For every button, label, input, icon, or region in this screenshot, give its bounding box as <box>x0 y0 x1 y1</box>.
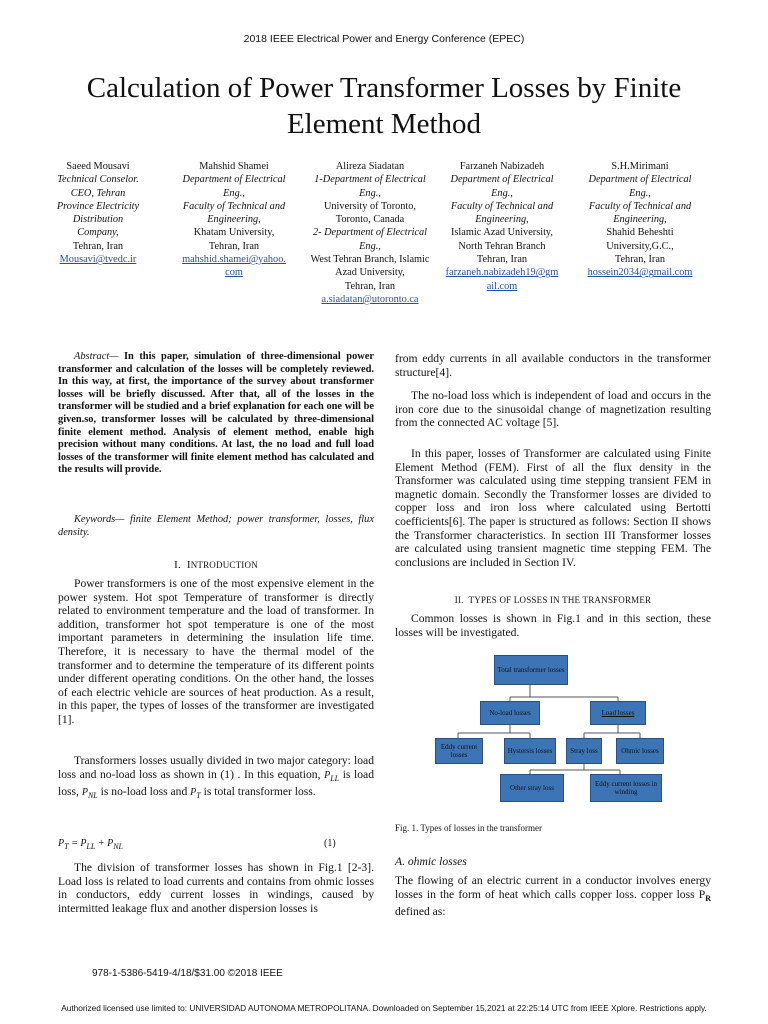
intro-paragraph-2: Transformers losses usually divided in two major category: load loss and no-load loss as shown in (1) . In this equation, $P_{LL}$ is load loss, $P_{NL}$ is no-load loss and $P_T$ is total transformer loss. <box>58 754 374 801</box>
author-name: Alireza Siadatan <box>335 161 405 172</box>
author-affiliation-line: Azad University, <box>335 267 405 279</box>
authorized-use-notice: Authorized licensed use limited to: UNIVERSIDAD AUTONOMA METROPOLITANA. Downloaded on September 15,2021 at 22:25:14 UTC from IEEE Xplore. Restrictions apply. <box>61 1003 707 1013</box>
abstract-label: Abstract— <box>74 351 119 362</box>
author-affiliation-line: Eng., <box>359 240 381 252</box>
right-paragraph-3: In this paper, losses of Transformer are calculated using Finite Element Method (FEM). First of all the flux density in the Transformer was calculated using time stepping transient FEM in magnetic domain. Secondly the Transformer losses are divided to copper loss and iron loss where calculated using Bertotti coefficients[6]. The paper is structured as follows: Section II shows the Transformer characteristics. In section III Transformer losses are calculated using transient magnetic time stepping FEM. The conclusions are included in Section IV. <box>395 447 711 569</box>
author-affiliation-line: North Tehran Branch <box>458 240 546 252</box>
author-email[interactable]: ail.com <box>486 280 518 292</box>
box-stray-loss: Stray loss <box>566 738 602 764</box>
author-email[interactable]: farzaneh.nabizadeh19@gm <box>445 267 559 279</box>
box-noload-losses: No-load losses <box>480 701 540 725</box>
box-eddy-winding-losses: Eddy current losses in winding <box>590 774 662 802</box>
loss-types-diagram <box>430 655 680 815</box>
author-4 <box>438 160 566 293</box>
footer-copyright: 978-1-5386-5419-4/18/$31.00 ©2018 IEEE <box>92 968 283 979</box>
title-line-2: Element Method <box>286 108 482 140</box>
author-1 <box>38 160 158 266</box>
symbol-pt: $P_T$ <box>190 787 201 801</box>
author-affiliation-line: Eng., <box>629 187 651 199</box>
author-affiliation-line: Khatam University, <box>193 227 275 239</box>
author-affiliation-line: Tehran, Iran <box>344 280 396 292</box>
author-affiliation-line: Department of Electrical <box>450 174 554 186</box>
abstract <box>58 351 374 477</box>
box-other-stray-loss: Other stray loss <box>500 774 564 802</box>
box-hystersis-losses: Hystersis losses <box>504 738 556 764</box>
author-affiliation-line: Toronto, Canada <box>335 214 405 226</box>
section-2-heading: II. TYPES OF LOSSES IN THE TRANSFORMER <box>454 595 652 605</box>
author-affiliation-line: Tehran, Iran <box>614 254 666 266</box>
author-3 <box>300 160 440 306</box>
author-affiliation-line: Technical Conselor. <box>57 174 139 186</box>
author-affiliation-line: Eng., <box>491 187 513 199</box>
author-affiliation-line: 2- Department of Electrical <box>312 227 428 239</box>
author-name: Mahshid Shamei <box>199 161 269 172</box>
right-paragraph-1: from eddy currents in all available conductors in the transformer structure[4]. <box>395 352 711 379</box>
right-paragraph-2: The no-load loss which is independent of load and occurs in the iron core due to the sinusoidal change of magnetization resulting from the connected AC voltage [5]. <box>395 389 711 430</box>
author-affiliation-line: 1-Department of Electrical <box>314 174 426 186</box>
author-affiliation-line: West Tehran Branch, Islamic <box>310 254 430 266</box>
box-load-losses: Load losses <box>590 701 646 725</box>
author-affiliation-line: Faculty of Technical and <box>588 200 692 212</box>
author-affiliation-line: Faculty of Technical and <box>450 200 554 212</box>
author-name: S.H.Mirimani <box>611 161 669 172</box>
author-affiliation-line: Shahid Beheshti <box>606 227 674 239</box>
abstract-text: In this paper, simulation of three-dimensional power transformer and calculation of the losses will be completely reviewed. In this way, at first, the importance of the survey about transformer losses will be briefly discussed. After that, all of the losses in the transformer will be studied and a brief explanation for each one will be given.so, transformer losses will be calculated by three-dimensional finite element method. Analysis of element method, enable high precision without many conditions. At last, the no load and full load losses of the transformer will finite element method has calculated and the results will provide. <box>58 351 374 476</box>
equation-number: (1) <box>324 838 336 849</box>
author-affiliation-line: Distribution <box>72 214 124 226</box>
author-affiliation-line: Department of Electrical <box>182 174 286 186</box>
author-affiliation-line: Province Electricity <box>56 200 140 212</box>
conference-header: 2018 IEEE Electrical Power and Energy Conference (EPEC) <box>243 33 525 45</box>
author-affiliation-line: Tehran, Iran <box>208 240 260 252</box>
intro-paragraph-3: The division of transformer losses has shown in Fig.1 [2-3]. Load loss is related to load currents and contains from ohmic losses in conductors, eddy current losses in windings, caused by intermitted leakage flux and another dispersion losses is <box>58 861 374 915</box>
author-email[interactable]: hossein2034@gmail.com <box>587 267 693 279</box>
author-name: Farzaneh Nabizadeh <box>459 161 545 172</box>
author-affiliation-line: Tehran, Iran <box>476 254 528 266</box>
author-affiliation-line: Engineering, <box>207 214 261 226</box>
symbol-pnl: $P_{NL}$ <box>81 787 98 801</box>
author-affiliation-line: Islamic Azad University, <box>451 227 553 239</box>
author-affiliation-line: Faculty of Technical and <box>182 200 286 212</box>
author-email[interactable]: Mousavi@tvedc.ir <box>59 254 137 266</box>
section-1-heading: I. INTRODUCTION <box>174 559 258 571</box>
author-2 <box>170 160 298 280</box>
title-line-1: Calculation of Power Transformer Losses by Finite <box>86 72 682 104</box>
box-eddy-current-losses: Eddy current losses <box>435 738 483 764</box>
subsection-a-heading: A. ohmic losses <box>395 855 467 868</box>
author-affiliation-line: Tehran, Iran <box>72 240 124 252</box>
equation-1: $P_T = P_{LL} + P_{NL}$ <box>58 838 123 851</box>
author-affiliation-line: Engineering, <box>475 214 529 226</box>
author-name: Saeed Mousavi <box>66 161 130 172</box>
author-email[interactable]: mahshid.shamei@yahoo. <box>182 254 286 266</box>
keywords: Keywords— finite Element Method; power transformer, losses, flux density. <box>58 514 374 538</box>
box-total-losses: Total transformer losses <box>494 655 568 685</box>
author-affiliation-line: Company, <box>77 227 119 239</box>
author-affiliation-line: Eng., <box>223 187 245 199</box>
subsection-a-paragraph: The flowing of an electric current in a conductor involves energy losses in the form of heat which calls copper loss. copper loss $P_R$ defined as: <box>395 874 711 919</box>
box-ohmic-losses: Ohmic losses <box>616 738 664 764</box>
author-affiliation-line: Engineering, <box>613 214 667 226</box>
author-email[interactable]: com <box>225 267 243 279</box>
paper-title <box>40 70 728 142</box>
author-5 <box>570 160 710 280</box>
author-affiliation-line: University,G.C., <box>606 240 674 252</box>
author-email[interactable]: a.siadatan@utoronto.ca <box>321 293 419 305</box>
author-affiliation-line: Department of Electrical <box>588 174 692 186</box>
author-affiliation-line: CEO, Tehran <box>70 187 126 199</box>
author-affiliation-line: Eng., <box>359 187 381 199</box>
author-affiliation-line: University of Toronto, <box>323 200 417 212</box>
figure-caption: Fig. 1. Types of losses in the transformer <box>395 823 542 833</box>
section-2-paragraph: Common losses is shown in Fig.1 and in this section, these losses will be investigated. <box>395 612 711 639</box>
symbol-pll: $P_{LL}$ <box>324 769 340 783</box>
intro-paragraph-1: Power transformers is one of the most expensive element in the power system. Hot spot Temperature of transformer is directly related to environment temperature and the load of transformer. In addition, transformer hot spot temperature is one of the most important parameters in determining the insulation life time. Therefore, it is necessary to have the thermal model of the transformer and to determine the temperature of its different points under different operating conditions. On the other hand, the losses of each electric vehicle are sources of heat production. As a result, in this paper, the types of losses of the transformer are investigated [1]. <box>58 577 374 726</box>
